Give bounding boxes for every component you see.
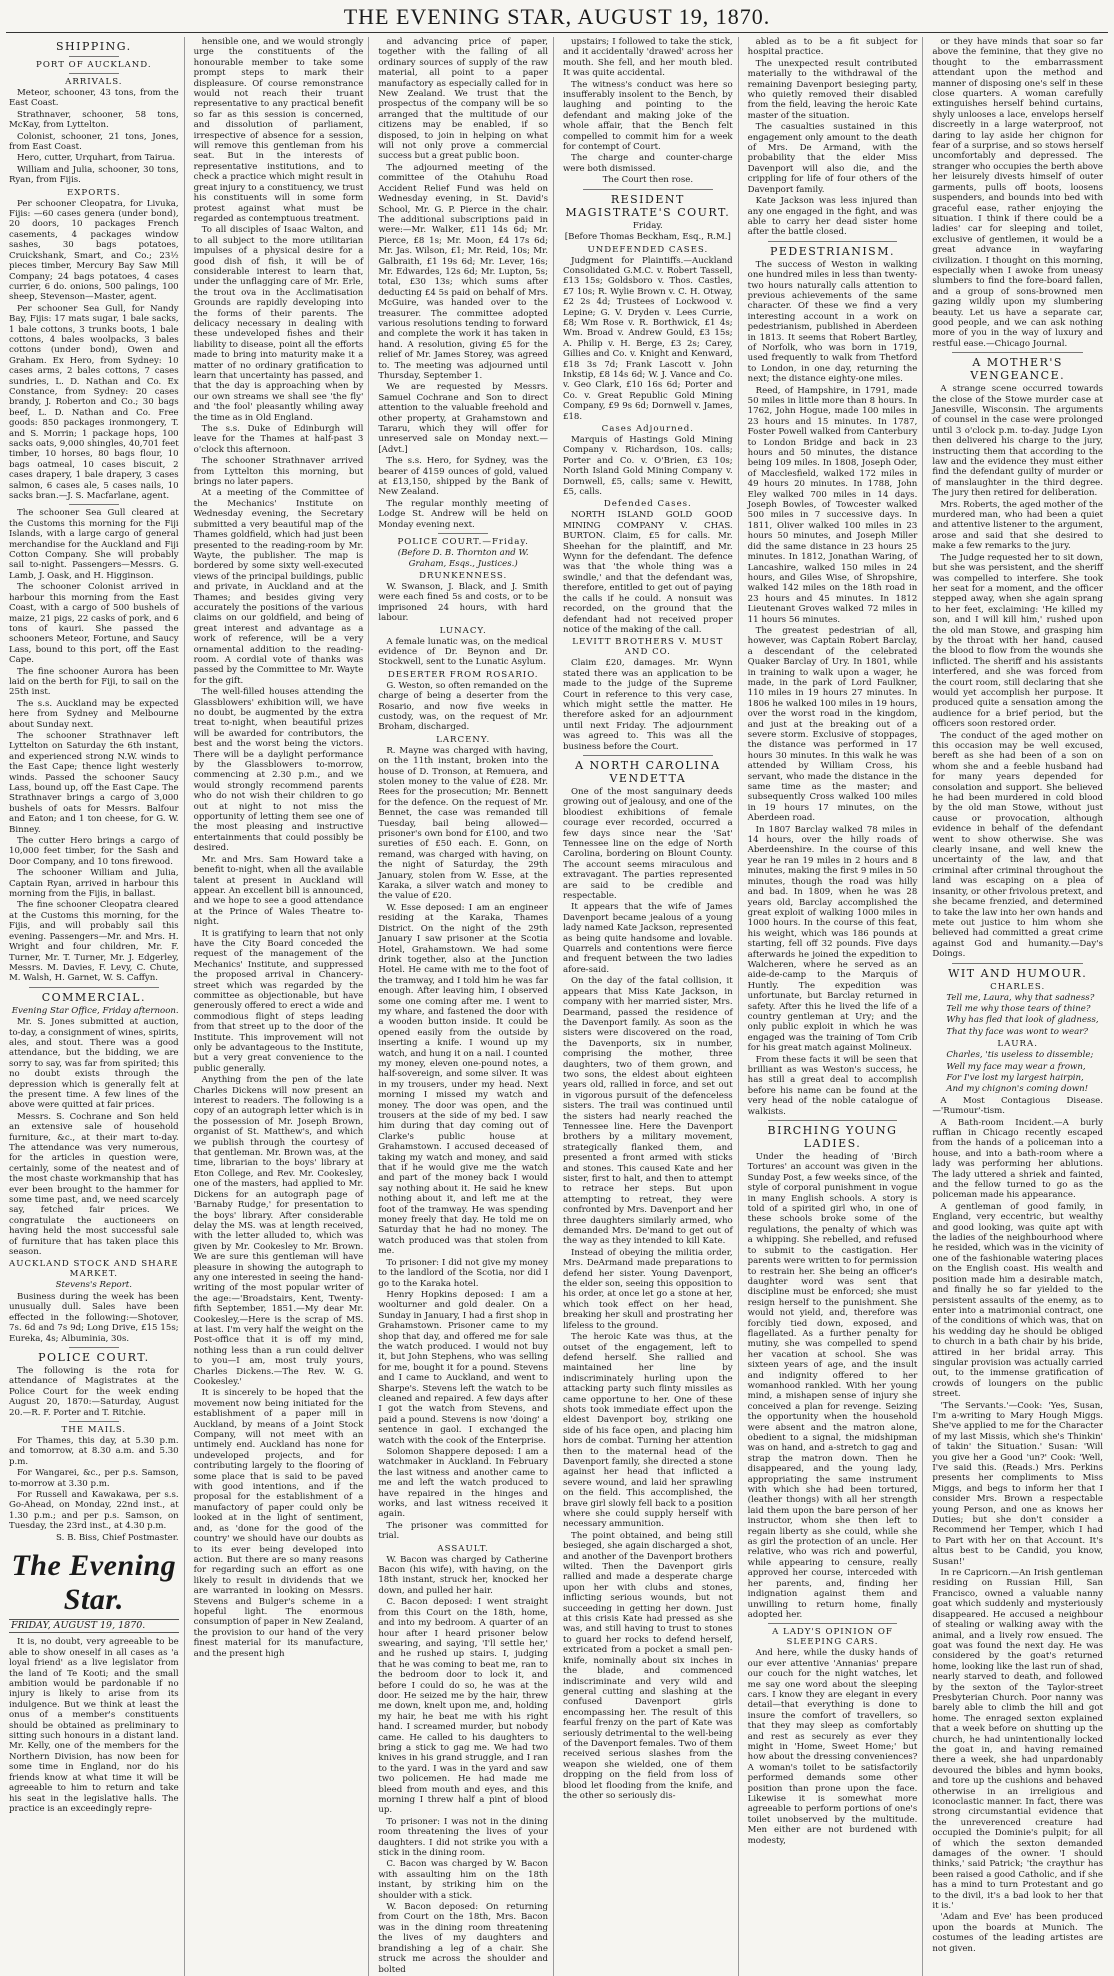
export-item: Per schooner Sea Gull, for Nandy Bay, Fijis: 17 mats sugar, 1 bale sacks, 1 bale cottons, 3 trunks boots, 1 bale cottons, 4 bales woolpacks, 3 bales cottons (under bond), Owen and Graham. Ex Hero, from Sydney: 10 cases arms, 2 bales cottons, 7 cases sundries, L. D. Nathan and Co. Ex Constance, from Sydney: 20 cases brandy, J. Roberton and Co.; 30 bags beef, L. D. Nathan and Co. Free goods: 850 packages ironmongery, T. and S. Morrin; 1 package hops, 100 sacks oats, 9,000 shingles, 40,701 feet timber, 10 horses, 80 bags flour, 10 bags oatmeal, 10 cases biscuit, 2 cases drapery, 1 bale drapery, 3 cases salmon, 6 cases ale, 5 cases nails, 10 sacks bran.—J. S. Macfarlane, agent. xyxy=(9,303,179,502)
divider xyxy=(69,56,119,57)
divider xyxy=(29,987,159,988)
sleeping-cars-paragraph: And here, while the dusky hands of our ever attentive 'Annanias' prepare our couch for the night watches, let me say one word about the sleeping cars. I know they are elegant in every detail—that everything is done to insure the comfort of travellers, so that they may sleep as comfortably and rest as securely as ever they might in 'Home, Sweet Home;' but how about the dressing conveniences? A woman's toilet to be satisfactorily performed demands some other position than prone upon the face. Likewise it is somewhat more agreeable to perform portions of one's toilet unobserved by the multitude. Men either are not burdened with modesty, xyxy=(747,1648,918,1846)
column-6 xyxy=(929,37,1108,1976)
divider xyxy=(69,504,119,505)
vendetta-heading: A NORTH CAROLINA VENDETTA xyxy=(575,758,721,785)
case-paragraph: Solomon Shappere deposed: I am a watchmaker in Auckland. In February the last witness and another came to me and left the watch produced to have repaired in the hinges and works, and last witness received it again. xyxy=(378,1447,548,1520)
masthead: THE EVENING STAR, AUGUST 19, 1870. xyxy=(6,4,1108,33)
commercial-heading: COMMERCIAL. xyxy=(41,990,146,1004)
joke-paragraph: A gentleman of good family, in England, very eccentric, but wealthy and good looking, was quite apt with the ladies of the neighbourhood where he resided, which was in the vicinity of one of the fashionable watering places on the English coast. His wealth and position made him a desirable match, and finally he so far yielded to the persistent assaults of the enemy, as to enter into a matrimonial contract, one of the conditions of which was, that on his wedding day he should be obliged to church in a bath chair by his bride, attired in her bridal array. This singular provision was actually carried out, to the immense gratification of crowds of loungers on the public street. xyxy=(932,1201,1103,1400)
joke-paragraph: A Bath-room Incident.—A burly ruffian in Chicago recently escaped from the hands of a policeman into a house, and into a bath-room where a lady was performing her ablutions. The lady uttered a shriek and fainted, and the fellow turned to go as the policeman made his appearance. xyxy=(932,1117,1103,1201)
case-heading: LUNACY. xyxy=(439,625,487,636)
police-court-heading: POLICE COURT.—Friday. xyxy=(397,537,529,548)
divider xyxy=(952,352,1083,353)
mail-item: For Russell and Kawakawa, per s.s. Go-Ahead, on Monday, 22nd inst., at 1.30 p.m.; and per p.s. Samson, on Tuesday, the 23rd inst., at 4.30 p.m. xyxy=(9,1489,179,1532)
rm-court-day: Friday. xyxy=(632,220,663,231)
arrival-item: Hero, cutter, Urquhart, from Tairua. xyxy=(17,153,176,164)
column-5 xyxy=(745,37,924,1976)
poem-author: CHARLES. xyxy=(990,981,1046,992)
mail-item: For Thames, this day, at 5.30 p.m. and tomorrow, at 8.30 a.m. and 5.30 p.m. xyxy=(9,1435,179,1467)
news-paragraph: We are requested by Messrs. Samuel Cochrane and Son to direct attention to the valuable freehold and other property, at Grahamstown and Tararu, which they will offer for unreserved sale on Monday next.—[Advt.] xyxy=(378,382,548,455)
divider xyxy=(583,189,713,190)
case-paragraph: Judgment for Plaintiffs.—Auckland Consolidated G.M.C. v. Robert Tassell, £13 15s; Goldsboro v. Thos. Castles, £7 10s; R. Wylie Brown v. C. H. Otway, £2 2s 4d; Trustees of Lockwood v. Lepine; G. V. Dryden v. Lees Currie, £8; Wm Rose v. R. Borthwick, £1 4s; Wm. Broad v. Andrew Gould, £3 15s; A. Philip v. H. Berge, £3 2s; Carey, Gillies and Co. v. Knight and Kenward, £18 3s 7d; Frank Lascott v. John Inkstip, £8 14s 6d; W. J. Vance and Co. v. Geo Clark, £10 16s 6d; Porter and Co. v. Great Republic Gold Mining Company, £9 9s 6d; Dornwell v. James, £18. xyxy=(563,255,733,422)
commercial-paragraph: Mr. S. Jones submitted at auction, to-day, a consignment of wines, spirits, ales, and stout. There was a good attendance, but the bidding, we are sorry to say, was far from spirited; this no doubt exists through the depression which is generally felt at the present time. A few lines of the above were quitted at fair prices. xyxy=(9,1017,179,1111)
poem-line: Charles, 'tis useless to dissemble; xyxy=(946,1050,1094,1061)
case-heading: DESERTER FROM ROSARIO. xyxy=(387,669,539,680)
police-rota-paragraph: The following is the rota for attendance of Magistrates at the Police Court for the week ending August 20, 1870:—Saturday, August 20.—R. F. Porter and T. Ritchie. xyxy=(9,1365,179,1418)
arrival-item: Strathnaver, schooner, 58 tons, McKay, from Lyttelton. xyxy=(9,109,179,131)
sleeping-cars-heading: A LADY'S OPINION OF SLEEPING CARS. xyxy=(772,1627,893,1648)
poem-line: Tell me, Laura, why that sadness? xyxy=(946,992,1095,1003)
sleeping-cars-paragraph: or they have minds that soar so far above the feminine, that they give no thought to the embarrassment attendant upon the method and manner of disposing one's self in these close quarters. A woman carefully extinguishes herself behind curtains, shyly unlooses a lace, envelops herself discreetly in a large waterproof, not daring to lay aside her chignon for fear of a surprise, and so stows herself uncomfortably and depressed. The stranger who occupies the berth above her leisurely divests himself of outer garments, pulls off boots, loosens suspenders, and bounds into bed with graceful ease, rather enjoying the situation. I think if there could be a ladies' car for sleeping and toilet, exclusive of gentlemen, it would be a great advance in wayfaring civilization. I thought on this morning, especially when I awoke from uneasy slumbers to find the fore-board fallen, and a group of sons-browned men gazing wildly upon my slumbering beauty. Let us have a separate car, good people, and we can ask nothing more of you in the way of luxury and restful ease.—Chicago Journal. xyxy=(932,37,1103,349)
arrivals-heading: ARRIVALS. xyxy=(65,77,123,87)
pedestrianism-paragraph: Reed, of Hampshire, in 1791, made 50 miles in little more than 8 hours. In 1762, John Hogue, made 100 miles in 23 hours and 15 minutes. In 1787, Foster Powell walked from Canterbury to London Bridge and back in 23 hours and 50 minutes, the distance being 109 miles. In 1808, Joseph Oder, of Macclesfield, walked 172 miles in 49 hours 20 minutes. In 1788, John Eley walked 700 miles in 14 days. Joseph Bowles, of Towcester walked 500 miles in 7 successive days. In 1811, Oliver walked 100 miles in 23 hours 50 minutes, and Joseph Miller did the same distance in 23 hours 25 minutes. In 1812, Jonathan Waring, of Lancashire, walked 150 miles in 24 hours, and Giles Wise, of Shropshire, walked 142 miles on the 18th road in 23 hours and 45 minutes. In 1812 Lieutenant Groves walked 72 miles in 11 hours 56 minutes. xyxy=(747,385,918,625)
divider xyxy=(438,533,488,534)
news-paragraph: Anything from the pen of the late Charles Dickens will now present an interest to readers. The following is a copy of an autograph letter which is in the possession of Mr. Joseph Brown, organist of St. Matthew's, and which we publish through the courtesy of that gentleman. Mr. Brown was, at the time, librarian to the boys' library at Eton College, and Rev. Mr. Cookesley, one of the masters, had applied to Mr. Dickens for an autograph page of 'Barnaby Rudge,' for presentation to the boys' library. After considerable delay the MS. was at length received, with the letter alluded to, which was given by Mr. Cookesley to Mr. Brown. We are sure this gentleman will have pleasure in showing the autograph to any one interested in seeing the hand-writing of the most popular writer of the age:—'Broadstairs, Kent, Twenty-fifth September, 1851.—My dear Mr. Cookesley,—Here is the scrap of MS. at last. I'm very half the weight on the Post-office that it is off my mind, nothing less than a run could deliver to you—I am, most truly yours, Charles Dickens.—The Rev. W. G. Cookesley.' xyxy=(193,1075,364,1387)
case-paragraph: C. Bacon was charged by W. Bacon with assaulting him on the 18th instant, by striking him on the shoulder with a stick. xyxy=(378,1859,548,1901)
case-paragraph: W. Bacon was charged by Catherine Bacon (his wife), with having, on the 18th instant, struck her, knocked her down, and pulled her hair. xyxy=(378,1554,548,1596)
vengeance-heading: A MOTHER'S VENGEANCE. xyxy=(970,356,1066,383)
news-paragraph: upstairs; I followed to take the stick, and it accidentally 'drawed' across her mouth. She fell, and her mouth bled. It was quite accidental. xyxy=(563,37,733,79)
mails-signature: S. B. Biss, Chief Postmaster. xyxy=(56,1532,179,1543)
news-paragraph: The adjourned meeting of the committee of the Otahuhu Road Accident Relief Fund was held on Wednesday evening, in St. David's School, Mr. G. P. Pierce in the chair. The additional subscriptions paid in were:—Mr. Walker, £11 14s 6d; Mr. Pierce, £8 1s; Mr. Moon, £4 17s 6d; Mr. Jas. Wilson, £1; Mr. Reid, 10s; Mr. Galbraith, £1 19s 6d; Mr. Lever, 16s; Mr. Edwardes, 12s 6d; Mr. Lupton, 5s; total, £30 13s; which sums after deducting £4 5s paid on behalf of Mrs. McGuire, was handed over to the treasurer. The committee adopted various resolutions tending to forward and complete the work it has taken in hand. A resolution, giving £5 for the relief of Mr. James Storey, was agreed to. The meeting was adjourned until Thursday, September 1. xyxy=(378,162,548,381)
vendetta-paragraph: On the day of the fatal collision, it appears that Miss Kate Jackson, in company with her married sister, Mrs. Dearmand, passed the residence of the Davenport family. As soon as the sisters were discovered on the road, the Davenports, six in number, comprising the mother, three daughters, two of them grown, and two sons, the eldest about eighteen years old, rallied in force, and set out in vigorous pursuit of the defenceless sisters. The trail was continued until the sisters had nearly reached the Tennessee line. Here the Davenport brothers by a military movement, strategically flanked them, and presented a front armed with sticks and stones. This caused Kate and her sister, first to halt, and then to attempt to retrace her steps. But upon attempting to retreat, they were confronted by Mrs. Davenport and her three daughters similarly armed, who demanded Mrs. De'mand to get out of the way as they intended to kill Kate. xyxy=(563,976,733,1247)
news-paragraph: and advancing price of paper, together with the falling of all ordinary sources of supply of the raw material, all point to a paper manufactory as especially called for in New Zealand. We trust that the prospectus of the company will be so arranged that the multitude of our citizens may be enabled, if so disposed, to join in helping on what will not only prove a commercial success but a great public boon. xyxy=(378,37,548,162)
case-heading: LEVITT BROTHERS V. MUST AND CO. xyxy=(572,637,724,658)
case-heading: DRUNKENNESS. xyxy=(419,570,508,581)
divider xyxy=(768,241,898,242)
vengeance-paragraph: The Judge requested her to sit down, but she was persistent, and the sheriff was compelled to interfere. She took her seat for a moment, and the officer stepped away, when she again sprang to her feet, exclaiming: 'He killed my son, and I will kill him,' rushed upon the old man Stowe, and grasping him by the throat with her hand, caused the blood to flow from the wounds she inflicted. The sheriff and his assistants interfered, and she was forced from the court room, still declaring that she would yet accomplish her purpose. It produced quite a sensation among the audience for a brief period, but the officers soon restored order. xyxy=(932,552,1103,730)
vendetta-paragraph: The unexpected result contributed materially to the withdrawal of the remaining Davenport besieging party, who quietly removed their disabled from the field, leaving the heroic Kate master of the situation. xyxy=(747,58,918,121)
vendetta-paragraph: The heroic Kate was thus, at the outset of the engagement, left to defend herself. She rallied and maintained her line by indiscriminately hurling upon the attacking party such flinty missiles as came opportune to her. One of these shots took immediate effect upon the eldest Davenport boy, striking one side of his face open, and placing him hors de combat. Turning her attention then to the maternal head of the Davenport family, she directed a stone against her head that inflicted a severe wound, and laid her sprawling on the field. This accomplished, the brave girl slowly fell back to a position where she could supply herself with necessary ammunition. xyxy=(563,1332,733,1530)
case-paragraph: C. Bacon deposed: I went straight from this Court on the 18th, home, and into my bedroom. A quarter of an hour after I heard prisoner below swearing, and saying, 'I'll settle her,' and he rushed up stairs. I, judging that he was coming to beat me, ran to the bedroom door to lock it, and before I could do so, he was at the door. He seized me by the hair, threw me down, knelt upon me, and, holding my hair, he beat me with his right hand. I screamed murder, but nobody came. He called to his daughters to bring a stick to gag me. We had two knives in his grand struggle, and I ran to the yard. I was in the yard and saw two policemen. He had made me bleed from mouth and eyes, and this morning I threw half a pint of blood up. xyxy=(378,1597,548,1816)
arrival-item: Colonist, schooner, 21 tons, Jones, from East Coast. xyxy=(9,131,179,153)
shipping-paragraph: The s.s. Auckland may be expected here from Sydney and Melbourne about Sunday next. xyxy=(9,698,179,730)
news-paragraph: At a meeting of the Committee of the Mechanics' Institute on Wednesday evening, the Secretary submitted a very beautiful map of the Thames goldfield, which had just been presented to the reading-room by Mr. Wayte, the publisher. The map is bordered by some sixty well-executed views of the principal buildings, public and private, in Auckland and at the Thames; and besides giving very accurately the positions of the various claims on our goldfield, and being of great interest and advantage as a work of reference, will be a very ornamental addition to the reading-room. A cordial vote of thanks was passed by the Committee to Mr. Wayte for the gift. xyxy=(193,488,364,686)
share-market-sub: Stevens's Report. xyxy=(55,1280,132,1291)
case-heading: Cases Adjourned. xyxy=(601,424,695,434)
mails-heading: THE MAILS. xyxy=(61,1424,127,1435)
vendetta-paragraph: abled as to be a fit subject for hospital practice. xyxy=(747,37,918,58)
shipping-paragraph: The schooner Colonist arrived in harbour this morning from the East Coast, with a cargo of 500 bushels of maize, 21 pigs, 22 casks of pork, and 6 tons of kauri. She passed the schooners Meteor, Fortune, and Saucy Lass, bound to this port, off the East Cape. xyxy=(9,582,179,666)
news-paragraph: hensible one, and we would strongly urge the constituents of the honourable member to take some prompt steps to mark their displeasure. Of course remonstrance would not reach their truant representative to any practical benefit so far as this session is concerned, and dissolution of parliament, irrespective of absence for a session, will remove this gentleman from his seat. But in the interests of representative institutions, and to check a practice which might result in great injury to a constituency, we trust his constituents will in some form protest against what must be regarded as contemptuous treatment. xyxy=(193,37,364,224)
joke-paragraph: 'Adam and Eve' has been produced upon the boards at Munich. The costumes of the leading artistes are not given. xyxy=(932,1912,1103,1954)
case-heading: Defended Cases. xyxy=(603,499,692,510)
column-2 xyxy=(191,37,370,1976)
pedestrianism-paragraph: The greatest pedestrian of all, however, was Captain Robert Barclay, a descendant of the celebrated Quaker Barclay of Ury. In 1801, while in training to walk upon a wager, he made, in the park of Lord Faulkner, 110 miles in 19 hours 27 minutes. In 1806 he walked 100 miles in 19 hours, over the worst road in the kingdom, and just at the breaking out of a severe storm. Exclusive of stoppages, the distance was performed in 17 hours 30 minutes. In this walk he was attended by William Cross, his servant, who made the distance in the same time as the master; and subsequently Cross walked 100 miles in 19 hours 17 minutes, on the Aberdeen road. xyxy=(747,625,918,824)
police-court-cases xyxy=(378,571,548,1975)
poem-line: For I've lost my largest hairpin, xyxy=(946,1072,1084,1083)
case-paragraph: W. Swanson, J. Black, and J. Smith were each fined 5s and costs, or to be imprisoned 24 hours, with hard labour. xyxy=(378,581,548,624)
arrival-item: Meteor, schooner, 43 tons, from the East Coast. xyxy=(9,88,179,109)
wit-heading: WIT AND HUMOUR. xyxy=(948,966,1088,980)
poem-author: LAURA. xyxy=(997,1039,1038,1050)
case-heading: LARCENY. xyxy=(436,734,491,745)
news-paragraph: The regular monthly meeting of Lodge St. Andrew will be held on Monday evening next. xyxy=(378,498,548,530)
news-paragraph: It is gratifying to learn that not only have the City Board conceded the request of the management of the Mechanics' Institute, and suppressed the proposed arrival in Chancery-street which was regarded by the committee as objectionable, but have generously offered to erect a wide and commodious flight of steps leading from that street up to the door of the Institute. This improvement will not only be advantageous to the Institute, but a very great convenience to the public generally. xyxy=(193,928,364,1074)
column-3 xyxy=(375,37,554,1976)
date-line-text: FRIDAY, AUGUST 19, 1870. xyxy=(11,1620,146,1631)
column-1 xyxy=(6,37,185,1976)
vengeance-paragraph: Mrs. Roberts, the aged mother of the murdered man, who had been a quiet and attentive listener to the argument, arose and said that she desired to make a few remarks to the jury. xyxy=(932,499,1103,552)
pedestrianism-paragraph: From these facts it will be seen that brilliant as was Weston's success, he has still a great deal to accomplish before his name can be found at the very head of the noble catalogue of walkists. xyxy=(747,1054,918,1117)
vendetta-paragraph: The casualties sustained in this engagement only amount to the death of Mrs. De Armand, with the probability that the elder Miss Davenport will also die, and the crippling for life of four others of the Davenport family. xyxy=(747,122,918,195)
vendetta-paragraph: The point obtained, and being still besieged, she again discharged a shot, and another of the Davenport brothers wilted. Then the Davenport girls rallied and made a desperate charge upon her with clubs and stones, inflicting serious wounds, but not succeeding in getting her down. Just at this crisis Kate had pressed as she was, and still having to trust to stones to guard her rocks to defend herself, extricated from a pocket a small pen-knife, nominally about six inches in the blade, and commenced indiscriminate and very wild and general cutting and slashing at the confused Davenport girls encompassing her. The result of this fearful frenzy on the part of Kate was seriously detrimental to the well-being of the Davenport females. Two of them received serious slashes from the weapon she wielded, one of them dropping on the field from loss of blood let flooding from the knife, and the other so seriously dis- xyxy=(563,1530,733,1801)
vengeance-paragraph: The conduct of the aged mother on this occasion may be well excused, bereft as she had been of a son on whom she and a feeble husband had for many years depended for consolation and support. She believed he had been murdered in cold blood by the old man Stowe, without just cause or provocation, although evidence in behalf of the defendant went to show otherwise. She was clearly insane, and well knew the uncertainty of the law, and that criminal after criminal throughout the land was escaping on a plea of insanity, or other frivolous pretext, and she became frenzied, and determined to take the law into her own hands and mete out justice to him whom she believed had committed a great crime against God and humanity.—Day's Doings. xyxy=(932,730,1103,960)
case-paragraph: W. Bacon deposed: On returning from Court on the 18th, Mrs. Bacon was in the dining room threatening the lives of my daughters and brandishing a leg of a chair. She struck me across the shoulder and bolted xyxy=(378,1902,548,1975)
case-paragraph: G. Weston, so often remanded on the charge of being a deserter from the Rosario, and now five weeks in custody, was, on the request of Mr. Broham, discharged. xyxy=(378,680,548,733)
police-court-bench: (Before D. B. Thornton and W. Graham, Esqs., Justices.) xyxy=(397,548,529,569)
case-heading: ASSAULT. xyxy=(437,1543,489,1554)
divider xyxy=(69,73,119,74)
share-market-heading: AUCKLAND STOCK AND SHARE MARKET. xyxy=(9,1259,179,1280)
vendetta-paragraph: Kate Jackson was less injured than any one engaged in the fight, and was able to carry her dead sister home after the battle closed. xyxy=(747,196,918,238)
columns xyxy=(6,37,1108,1975)
divider xyxy=(583,755,713,756)
mail-item: For Wangarei, &c., per p.s. Samson, to-morrow at 3.30 p.m. xyxy=(9,1468,179,1489)
export-item: Per schooner Cleopatra, for Livuka, Fijis: —60 cases genera (under bond), 20 doors, 10 packages French casements, 4 packages window sashes, 30 bags potatoes, Cruickshank, Smart, and Co.; 23½ pieces timber, Mercury Bay Saw Mill Company; 24 bags potatoes, 4 cases currier, 6 do. onions, 500 palings, 100 sheep, Stevenson—Master, agent. xyxy=(9,198,179,303)
editorial-paragraph: It is, no doubt, very agreeable to be able to show oneself in all cases as 'a loyal friend' as a live legislator from the land of Te Kooti; and the small ambition would be pardonable if no injury is likely to arise from its indulgence. But we think at least the onus of a member's constituents should be obtained as preliminary to sitting such honours in a distant land. Mr. Kelly, one of the members for the Northern Division, has now been for some time in England, nor do his friends know at what time it will be agreeable to him to return and take his seat in the legislative halls. The practice is an exceedingly repre- xyxy=(9,1637,179,1814)
pedestrianism-paragraph: The success of Weston in walking one hundred miles in less than twenty-two hours naturally calls attention to previous achievements of the same character. Of these we find a very interesting account in a work on pedestrianism, published in Aberdeen in 1813. It seems that Robert Bartley, of Norfolk, who was born in 1719, used frequently to walk from Thetford to London, in one day, returning the next; the distance eighty-one miles. xyxy=(747,259,918,385)
news-paragraph: The s.s. Duke of Edinburgh will leave for the Thames at half-past 3 o'clock this afternoon. xyxy=(193,424,364,455)
divider xyxy=(768,1120,898,1121)
news-paragraph: The s.s. Hero, for Sydney, was the bearer of 4159 ounces of gold, valued at £13,150, shipped by the Bank of New Zealand. xyxy=(378,456,548,498)
case-paragraph: W. Esse deposed: I am an engineer residing at the Karaka, Thames District. On the night of the 29th January I saw prisoner at the Scotia Hotel, Grahamstown. We had some drink together, also at the Junction Hotel. He came with me to the foot of the tramway, and I told him he was far enough. After leaving him, I observed some one coming after me. I went to my whare, and fastened the door with a wooden button inside. It could be opened easily from the outside by inserting a knife. I wound up my watch, and hung it on a nail. I counted my money, eleven one-pound notes, a half-sovereign, and some silver. It was in my trousers, under my head. Next morning I missed my watch and money. The door was open, and the trousers at the side of my bed. I saw him during that day coming out of Clarke's public house at Grahamstown. I accused deceased of taking my watch and money, and said that if he would give me the watch and part of the money back I would say nothing about it. He said he knew nothing about it, and left me at the foot of the tramway. He was spending money freely that day. He told me on Saturday that he had no money. The watch produced was that stolen from me. xyxy=(378,902,548,1257)
case-paragraph: R. Mayne was charged with having, on the 11th instant, broken into the house of D. Tronson, at Remuera, and stolen money to the value of £28. Mr. Rees for the prosecution; Mr. Bennett for the defence. On the request of Mr. Bennet, the case was remanded till Tuesday, bail being allowed—prisoner's own bond for £100, and two sureties of £50 each. E. Gonn, on remand, was charged with having, on the night of Saturday, the 29th January, stolen from W. Esse, at the Karaka, a silver watch and money to the value of £20. xyxy=(378,745,548,902)
case-heading: UNDEFENDED CASES. xyxy=(587,244,709,255)
news-paragraph: To all disciples of Isaac Walton, and to all subject to the more utilitarian impulses of a physical desire for a good dish of fish, it will be of considerable interest to learn that, under the unflagging care of Mr. Erle, the trout ova in the Acclimatisation Grounds are rapidly developing into the forms of their parents. The delicacy necessary in dealing with these undeveloped fishes and their liability to disease, point all the efforts made to bring into maturity make it a matter of no ordinary gratification to learn that uncertainty has passed, and that the day is approaching when by our own streams we shall see 'the fly' and 'the fool' pleasantly whiling away the time as in Old England. xyxy=(193,225,364,423)
shipping-paragraph: The fine schooner Aurora has been laid on the berth for Fiji, to sail on the 25th inst. xyxy=(9,666,179,698)
case-paragraph: To prisoner: I did not give my money to the landlord of the Scotia, nor did I go to the Karaka hotel. xyxy=(378,1257,548,1289)
shipping-paragraph: The fine schooner Cleopatra cleared at the Customs this morning, for the Fijis, and will probably sail this evening. Passengers—Mr. and Mrs. H. Wright and four children, Mr. F. Turner, Mr. T. Turner, Mr. J. Edgerley, Messrs. M. Davies, F. Levy, C. Chute, M. Walsh, H. Garnet, W. S. Caffyn. xyxy=(9,900,179,984)
news-paragraph: The witness's conduct was here so insufferably insolent to the Bench, by laughing and pointing to the defendant and making joke of the whole affair, that the Bench felt compelled to commit him for a week for contempt of Court. xyxy=(563,79,733,153)
date-line xyxy=(9,1619,179,1633)
pedestrianism-paragraph: In 1807 Barclay walked 78 miles in 14 hours, over the hilly roads of Aberdeenshire. In the course of this year he ran 19 miles in 2 hours and 8 minutes, making the first 9 miles in 50 minutes, though the road was hilly and bad. In 1809, when he was 28 years old, Barclay accomplished the great exploit of walking 1000 miles in 1000 hours. In the course of this feat, his weight, which was 186 pounds at starting, fell off 32 pounds. Five days afterwards he joined the expedition to Walcheren, where he served as an aide-de-camp to the Marquis of Huntly. The expedition was unfortunate, but Barclay returned in safety. After this he lived the life of a country gentleman at Ury; and the only public exploit in which he was engaged was the training of Tom Crib for his great match against Molineux. xyxy=(747,824,918,1054)
news-paragraph: The Court then rose. xyxy=(602,175,694,186)
pedestrianism-heading: PEDESTRIANISM. xyxy=(769,244,895,258)
vendetta-paragraph: One of the most sanguinary deeds growing out of jealousy, and one of the bloodiest exhibitions of female courage ever recorded, occurred a few days since near the 'Sat' Tennessee line on the edge of North Carolina, bordering on Blount County. The account seems miraculous and extravagant. The parties represented are said to be credible and respectable. xyxy=(563,786,733,902)
exports-heading: EXPORTS. xyxy=(67,187,121,198)
case-paragraph: NORTH ISLAND GOLD GOOD MINING COMPANY V. CHAS. BURTON. Claim, £5 for calls. Mr. Sheehan for the plaintiff, and Mr. Wynn for the defendant. The defence was that 'the whole thing was a swindle,' and that the defendant was, therefore, entitled to get out of paying the calls if he could. A nonsuit was recorded, on the ground that the defendant had not received proper notice of the making of the call. xyxy=(563,510,733,635)
case-paragraph: Claim £20, damages. Mr. Wynn stated there was an application to be made to the judge of the Supreme Court in reference to this very case, which might settle the matter. He therefore asked for an adjournment until next Friday. The adjournment was agreed to. This was all the business before the Court. xyxy=(563,658,733,752)
vendetta-paragraph: Instead of obeying the militia order, Mrs. DeArmand made preparations to defend her sister. Young Davenport, the elder son, seeing this opposition to his order, at once let go a stone at her, which took effect on her head, breaking her skull and prostrating her lifeless to the ground. xyxy=(563,1247,733,1331)
vengeance-paragraph: A strange scene occurred towards the close of the Stowe murder case at Janesville, Wisconsin. The arguments of counsel in the case were prolonged until 3 o'clock p.m. to-day. Judge Lyon then delivered his charge to the jury, instructing them that according to the law and the evidence they must either find the defendant guilty of murder or of manslaughter in the third degree. The jury then retired for deliberation. xyxy=(932,384,1103,499)
divider xyxy=(768,1623,898,1624)
rm-court-bench: [Before Thomas Beckham, Esq., R.M.] xyxy=(564,232,731,243)
column-4 xyxy=(560,37,739,1976)
commercial-paragraph: Messrs. S. Cochrane and Son held an extensive sale of household furniture, &c., at their mart to-day. The attendance was very numerous, for the articles in question were, certainly, some of the neatest and of the most chaste workmanship that has ever been brought to the hammer for some time past, and, we need scarcely say, fetched fair prices. We congratulate the auctioneers on having held the most successful sale of furniture that has taken place this season. xyxy=(9,1111,179,1258)
case-paragraph: Marquis of Hastings Gold Mining Company v. Richardson, 10s. calls; Porter and Co. v. O'Brien, £3 10s; North Island Gold Mining Company v. Dornwell, £5, calls; same v. Hewitt, £5, calls. xyxy=(563,435,733,498)
joke-paragraph: 'The Servants.'—Cook: 'Yes, Susan, I'm a-writing to Mary Hough Miggs. She've applied to me for the Character of my last Missis, which she's Thinkin' of takin' the Situation.' Susan: 'Will you give her a Good 'un?' Cook: 'Well, I've said this. (Reads.) Mrs. Perkins presents her compliments to Miss Miggs, and begs to inform her that I consider Mrs. Brown a respectable young Person, and one as knows her Duties; but she don't consider a Recommend her Temper, which I had to Part with her on that Account. It's altus best to be Candid, you know, Susan!' xyxy=(932,1400,1103,1567)
vendetta-paragraph: It appears that the wife of James Davenport became jealous of a young lady named Kate Jackson, represented as being quite handsome and lovable. Quarrels and contentions were fierce and frequent between the two ladies afore-said. xyxy=(563,902,733,975)
port-heading: PORT OF AUCKLAND. xyxy=(36,60,152,70)
divider xyxy=(69,1421,119,1422)
news-paragraph: The schooner Strathnaver arrived from Lyttelton this morning, but brings no later papers. xyxy=(193,456,364,488)
case-paragraph: A female lunatic was, on the medical evidence of Dr. Beynon and Dr. Stockwell, sent to the Lunatic Asylum. xyxy=(378,636,548,668)
shipping-paragraph: The schooner Strathnaver left Lyttelton on Saturday the 6th instant, and experienced strong N.W. winds to the East Cape; thence light westerly winds. Passed the schooner Saucy Lass, bound up, off the East Cape. The Strathnaver brings a cargo of 3,000 bushels of oats for Messrs. Balfour and Eaton; and 1 ton cheese, for G. W. Binney. xyxy=(9,730,179,835)
news-paragraph: Mr. and Mrs. Sam Howard take a benefit to-night, when all the available talent at present in Auckland will appear. An excellent bill is announced, and we hope to see a good attendance at the Prince of Wales Theatre to-night. xyxy=(193,854,364,928)
poem-line: That thy face was wont to wear? xyxy=(946,1026,1088,1037)
poem-line: Tell me why those tears of thine? xyxy=(946,1003,1091,1014)
birching-paragraph: Under the heading of 'Birch Tortures' an account was given in the Sunday Post, a few weeks since, of the style of corporal punishment in vogue in many English schools. A story is told of a spirited girl who, in one of these schools broke some of the regulations, the penalty of which was a whipping. She rebelled, and refused to submit to the castigation. Her parents were written to for permission to restrain her. She being an officer's daughter word was sent that discipline must be enforced; she must resign herself to the punishment. She would not yield, and, therefore was forcibly tied down, exposed, and flagellated. As a further penalty for mutiny, she was compelled to spend her vacation at school. She was sixteen years of age, and the insult and indignity offered to her womanhood rankled. With her young mind, a mishapen sense of injury she conceived a plan for revenge. Seizing the opportunity when the household were absent and the matron alone, obedient to a signal, the midshipman was on hand, and a-stretch to gag and strap the matron down. Then he disappeared, and the young lady, appropriating the same instrument with which she had been tortured, (leather thongs) with all her strength laid them upon the bare person of her instructor, whom she then left to regain liberty as she could, while she as girl the protection of an uncle. Her relative, who was rich and powerful, while appearing to censure, really approved her course, interceded with her parents, and, finding her indignation against them and unwilling to return home, finally adopted her. xyxy=(747,1152,918,1620)
joke-paragraph: A Most Contagious Disease.—'Rumour'-tism. xyxy=(932,1095,1103,1117)
arrival-item: William and Julia, schooner, 30 tons, Ryan, from Fijis. xyxy=(9,164,179,186)
news-paragraph: The well-filled houses attending the Glassblowers' exhibition will, we have no doubt, be augmented by the extra treat to-night, when beautiful prizes will be awarded for contributors, the best and the worst being the victors. There will be a daylight performance by the Glassblowers to-morrow, commencing at 2.30 p.m., and we would strongly recommend parents who do not wish their children to go out at night to not miss the opportunity of letting them see one of the most pleasing and instructive entertainments that could possibly be desired. xyxy=(193,687,364,854)
commercial-office: Evening Star Office, Friday afternoon. xyxy=(11,1005,179,1016)
joke-paragraph: In re Capricorn.—An Irish gentleman residing on Russian Hill, San Francisco, owned a valuable nanny goat which suddenly and mysteriously disappeared. He accused a neighbour of stealing or walking away with the animal, and a lively row ensued. The goat was found the next day. He was considered by the goat's returned home, looking like the last run of shad, nearly starved to death, and followed by the sexton of the Taylor-street Presbyterian Church. Poor nanny was barely able to climb the hill and got home. The enraged sexton explained that a week before on shutting up the church, he had unintentionally locked the goat in, and having remained there a week, she had unpardonably devoured the bibles and hymn books, and tore up the cushions and behaved otherwise in an irreligious and iconoclastic manner. In fact, there was strong circumstantial evidence that the unreverenced creature had occupied the Dominie's pulpit; for all of which the sexton demanded damages of the owner. 'I should thinks,' said Patrick; 'the craythur has been raised a good Catholic, and if she has a mind to turn Protestant and go to the divil, it's a bad look to her that it is.' xyxy=(932,1568,1103,1912)
shipping-paragraph: The schooner William and Julia, Captain Ryan, arrived in harbour this morning from the Fijis, in ballast. xyxy=(9,868,179,900)
news-paragraph: It is sincerely to be hoped that the movement now being initiated for the establishment of a paper mill in Auckland, by means of a Joint Stock Company, will not meet with an untimely end. Auckland has none for undeveloped projects, and for contributing largely to the flooring of some place that is said to be paved with good intentions, and if the proposal for the establishment of a manufactory of paper could only be looked at in the light of sentiment, and, as 'done for the good of the country' we should have our doubts as to its ever being developed into action. But there are so many reasons for regarding such an effort as one likely to result in dividends that we are warranted in looking on Messrs. Stevens and Bulger's scheme in a hopeful light. The enormous consumption of paper in New Zealand, the provision to our hand of the very finest material for its manufacture, and the present high xyxy=(193,1388,364,1659)
poem-line: And my chignon's coming down! xyxy=(946,1084,1089,1095)
shipping-paragraph: The schooner Sea Gull cleared at the Customs this morning for the Fiji Islands, with a large cargo of general merchandise for the Auckland and Fiji Cotton Company. She will probably sail to-night. Passengers—Messrs. G. Lamb, J. Oask, and H. Higginson. xyxy=(9,508,179,581)
case-paragraph: The prisoner was committed for trial. xyxy=(378,1520,548,1542)
divider xyxy=(952,963,1083,964)
poem-line: Well my face may wear a frown, xyxy=(946,1061,1086,1072)
case-paragraph: Henry Hopkins deposed: I am a woolturner and gold dealer. On a Sunday in January, I had a first shop in Grahamstown. Prisoner came to my shop that day, and offered me for sale the watch produced. I would not buy it, but John Stephens, who was selling for me, bought it for a pound. Stevens and I came to Auckland, and went to Sharpe's. Stevens left the watch to be cleaned and repaired. A few days after I got the watch from Stevens, and paid a pound. Stevens is now 'doing' a sentence in gaol. I exchanged the watch with the cook of the Enterprise. xyxy=(378,1289,548,1446)
birching-heading: BIRCHING YOUNG LADIES. xyxy=(767,1124,898,1151)
rm-court-cases xyxy=(563,245,733,752)
case-paragraph: To prisoner: I was not in the dining room threatening the lives of your daughters. I did not strike you with a stick in the dining room. xyxy=(378,1816,548,1859)
paper-title: The Evening Star. xyxy=(11,1549,177,1616)
police-rota-heading: POLICE COURT. xyxy=(38,1350,150,1364)
poem-line: Why has fled that look of gladness, xyxy=(946,1015,1099,1026)
share-market-paragraph: Business during the week has been unusually dull. Sales have been effected in the following:—Shotover, 7s. 6d and 7s 9d; Long Drive, £15 15s; Eureka, 4s; Albuminia, 30s. xyxy=(9,1291,179,1344)
news-paragraph: The charge and counter-charge were both dismissed. xyxy=(563,153,733,174)
shipping-paragraph: The cutter Hero brings a cargo of 10,000 feet timber, for the Sash and Door Company, and 10 tons firewood. xyxy=(9,836,179,867)
divider xyxy=(69,1347,119,1348)
shipping-heading: SHIPPING. xyxy=(56,40,132,53)
rm-court-heading: RESIDENT MAGISTRATE'S COURT. xyxy=(565,192,731,219)
